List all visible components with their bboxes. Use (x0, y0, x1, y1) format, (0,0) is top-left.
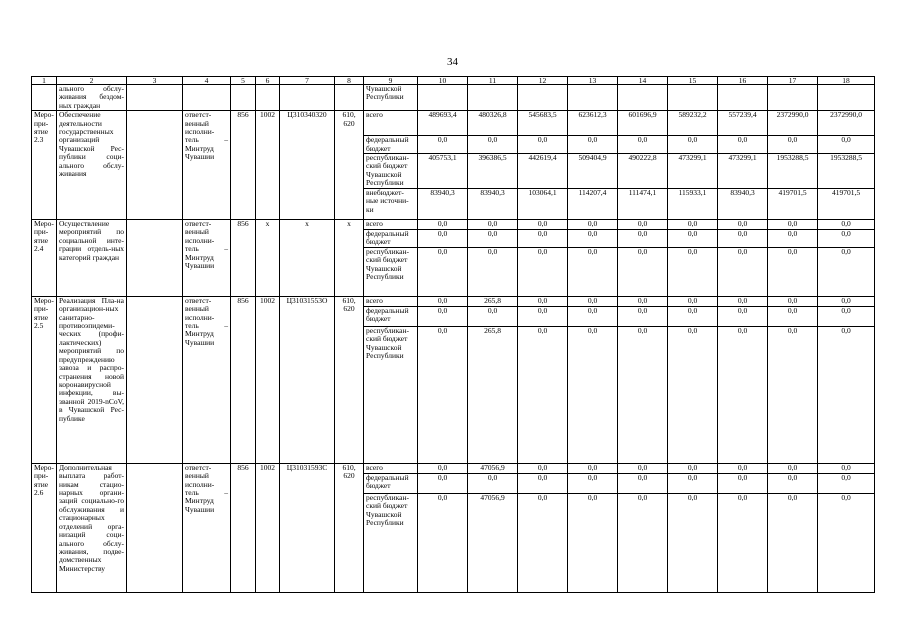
funding-source: всего (364, 296, 418, 306)
amount-value: 0,0 (518, 326, 568, 463)
amount-value: 0,0 (768, 220, 818, 230)
measure-name: Дополнительная выплата работ-никам стацио-нарных органи-заций социально-го обслуживания и стационарных отделений орга-низаций соци-ального обслу-живания, подве-домственных Министерству (57, 463, 127, 592)
code-ministry: 856 (231, 111, 256, 220)
code-section: 1002 (256, 296, 280, 463)
column-number: 17 (768, 77, 818, 85)
amount-value: 0,0 (668, 220, 718, 230)
amount-value: 0,0 (768, 296, 818, 306)
budget-table (31, 76, 875, 593)
amount-value: 0,0 (768, 473, 818, 493)
amount-value: 0,0 (518, 493, 568, 592)
amount-value: 0,0 (818, 306, 875, 326)
amount-value: 0,0 (418, 136, 468, 154)
amount-value: 0,0 (768, 326, 818, 463)
amount-value: 0,0 (418, 493, 468, 592)
amount-value: 0,0 (418, 473, 468, 493)
amount-value: 2372990,0 (818, 111, 875, 136)
column-number: 16 (718, 77, 768, 85)
amount-value: 0,0 (418, 230, 468, 248)
column-number: 4 (183, 77, 231, 85)
continued-funding-source: Чувашской Республики (364, 85, 418, 111)
amount-value: 0,0 (668, 296, 718, 306)
amount-value: 0,0 (518, 230, 568, 248)
amount-value: 0,0 (718, 306, 768, 326)
amount-value: 0,0 (468, 136, 518, 154)
amount-value: 0,0 (718, 296, 768, 306)
column-number: 11 (468, 77, 518, 85)
amount-value: 396386,5 (468, 154, 518, 189)
amount-value: 115933,1 (668, 189, 718, 220)
amount-value: 0,0 (468, 247, 518, 296)
column-number: 2 (57, 77, 127, 85)
code-target-article: Ц310340320 (280, 111, 335, 220)
amount-value: 405753,1 (418, 154, 468, 189)
funding-source: федеральный бюджет (364, 306, 418, 326)
measure-label: Меро-при-ятие 2.6 (32, 463, 57, 592)
amount-value: 0,0 (618, 296, 668, 306)
amount-value: 0,0 (818, 136, 875, 154)
amount-value: 0,0 (668, 247, 718, 296)
amount-value: 0,0 (818, 463, 875, 473)
amount-value: 0,0 (718, 326, 768, 463)
code-target-article: Ц31031593С (280, 463, 335, 592)
amount-value: 557239,4 (718, 111, 768, 136)
column-number: 1 (32, 77, 57, 85)
amount-value: 442619,4 (518, 154, 568, 189)
funding-source: федеральный бюджет (364, 473, 418, 493)
amount-value: 111474,1 (618, 189, 668, 220)
column-number: 14 (618, 77, 668, 85)
executor: ответст-венный исполни-тель – Минтруд Чувашии (183, 463, 231, 592)
code-expense-type: х (335, 220, 364, 297)
amount-value: 0,0 (768, 493, 818, 592)
amount-value: 0,0 (568, 247, 618, 296)
empty-cell (127, 220, 183, 297)
code-ministry: 856 (231, 296, 256, 463)
amount-value: 0,0 (618, 230, 668, 248)
amount-value: 265,8 (468, 296, 518, 306)
amount-value: 490222,8 (618, 154, 668, 189)
amount-value: 0,0 (568, 473, 618, 493)
amount-value: 0,0 (668, 136, 718, 154)
amount-value: 114207,4 (568, 189, 618, 220)
code-expense-type: 610, 620 (335, 463, 364, 592)
amount-value: 0,0 (768, 306, 818, 326)
amount-value: 83940,3 (718, 189, 768, 220)
column-number-row (32, 77, 875, 85)
amount-value: 0,0 (668, 463, 718, 473)
funding-source: федеральный бюджет (364, 136, 418, 154)
amount-value: 0,0 (618, 473, 668, 493)
column-number: 6 (256, 77, 280, 85)
amount-value: 0,0 (568, 306, 618, 326)
table-row (32, 296, 875, 306)
amount-value: 103064,1 (518, 189, 568, 220)
code-section: 1002 (256, 111, 280, 220)
column-number: 12 (518, 77, 568, 85)
column-number: 15 (668, 77, 718, 85)
amount-value: 0,0 (518, 247, 568, 296)
amount-value: 0,0 (668, 230, 718, 248)
amount-value: 480326,8 (468, 111, 518, 136)
amount-value: 0,0 (818, 493, 875, 592)
amount-value: 545683,5 (518, 111, 568, 136)
amount-value: 0,0 (718, 247, 768, 296)
amount-value: 0,0 (568, 326, 618, 463)
amount-value: 0,0 (718, 463, 768, 473)
table-row (32, 463, 875, 473)
amount-value: 47056,9 (468, 493, 518, 592)
amount-value: 0,0 (418, 463, 468, 473)
funding-source: республикан-ский бюджет Чувашской Республики (364, 326, 418, 463)
amount-value: 0,0 (568, 230, 618, 248)
amount-value: 0,0 (568, 220, 618, 230)
column-number: 7 (280, 77, 335, 85)
amount-value: 0,0 (718, 230, 768, 248)
code-target-article: х (280, 220, 335, 297)
amount-value: 0,0 (618, 326, 668, 463)
amount-value: 0,0 (718, 493, 768, 592)
code-ministry: 856 (231, 220, 256, 297)
amount-value: 601696,9 (618, 111, 668, 136)
table-row (32, 220, 875, 230)
amount-value: 0,0 (618, 493, 668, 592)
amount-value: 1953288,5 (818, 154, 875, 189)
amount-value: 0,0 (818, 220, 875, 230)
amount-value: 0,0 (818, 296, 875, 306)
empty-cell (127, 463, 183, 592)
amount-value: 0,0 (468, 306, 518, 326)
column-number: 10 (418, 77, 468, 85)
amount-value: 0,0 (418, 296, 468, 306)
funding-source: внебюджет-ные источни-ки (364, 189, 418, 220)
amount-value: 0,0 (468, 220, 518, 230)
amount-value: 265,8 (468, 326, 518, 463)
code-ministry: 856 (231, 463, 256, 592)
amount-value: 509404,9 (568, 154, 618, 189)
amount-value: 0,0 (818, 247, 875, 296)
amount-value: 0,0 (618, 463, 668, 473)
amount-value: 0,0 (818, 473, 875, 493)
amount-value: 0,0 (468, 473, 518, 493)
funding-source: республикан-ский бюджет Чувашской Республики (364, 247, 418, 296)
funding-source: всего (364, 111, 418, 136)
amount-value: 0,0 (618, 220, 668, 230)
amount-value: 0,0 (668, 306, 718, 326)
empty-cell (127, 111, 183, 220)
amount-value: 0,0 (618, 136, 668, 154)
amount-value: 0,0 (718, 473, 768, 493)
amount-value: 0,0 (618, 306, 668, 326)
amount-value: 0,0 (418, 306, 468, 326)
page-number: 34 (447, 56, 458, 68)
measure-label: Меро-при-ятие 2.5 (32, 296, 57, 463)
amount-value: 0,0 (568, 136, 618, 154)
amount-value: 0,0 (518, 136, 568, 154)
amount-value: 0,0 (568, 296, 618, 306)
column-number: 3 (127, 77, 183, 85)
amount-value: 419701,5 (768, 189, 818, 220)
code-target-article: Ц31031553О (280, 296, 335, 463)
amount-value: 0,0 (668, 326, 718, 463)
measure-label: Меро-при-ятие 2.4 (32, 220, 57, 297)
code-section: х (256, 220, 280, 297)
amount-value: 589232,2 (668, 111, 718, 136)
amount-value: 0,0 (518, 463, 568, 473)
executor: ответст-венный исполни-тель – Минтруд Чувашии (183, 111, 231, 220)
table-row (32, 111, 875, 136)
amount-value: 0,0 (418, 326, 468, 463)
amount-value: 0,0 (768, 463, 818, 473)
executor: ответст-венный исполни-тель – Минтруд Чувашии (183, 220, 231, 297)
amount-value: 0,0 (568, 493, 618, 592)
code-section: 1002 (256, 463, 280, 592)
amount-value: 2372990,0 (768, 111, 818, 136)
measure-name: Реализация Пла-на организацион-ных санитарно-противоэпидеми-ческих (профи-лактических) мероприятий по предупреждению завоза и распро-странения новой коронавирусной инфекции, вы-званной 2019-nCoV, в Чувашской Рес-публике (57, 296, 127, 463)
amount-value: 0,0 (718, 220, 768, 230)
amount-value: 0,0 (518, 306, 568, 326)
amount-value: 0,0 (818, 326, 875, 463)
amount-value: 0,0 (518, 473, 568, 493)
funding-source: республикан-ский бюджет Чувашской Республики (364, 493, 418, 592)
amount-value: 0,0 (618, 247, 668, 296)
amount-value: 0,0 (668, 493, 718, 592)
column-number: 9 (364, 77, 418, 85)
continuation-row (32, 85, 875, 111)
empty-cell (127, 296, 183, 463)
funding-source: федеральный бюджет (364, 230, 418, 248)
code-expense-type: 610, 620 (335, 111, 364, 220)
amount-value: 0,0 (768, 136, 818, 154)
amount-value: 489693,4 (418, 111, 468, 136)
executor: ответст-венный исполни-тель – Минтруд Чувашии (183, 296, 231, 463)
amount-value: 0,0 (518, 296, 568, 306)
amount-value: 0,0 (768, 247, 818, 296)
amount-value: 83940,3 (418, 189, 468, 220)
column-number: 13 (568, 77, 618, 85)
amount-value: 623612,3 (568, 111, 618, 136)
amount-value: 83940,3 (468, 189, 518, 220)
continued-measure-name: ального обслу-живания бездом-ных граждан (57, 85, 127, 111)
code-expense-type: 610, 620 (335, 296, 364, 463)
measure-label: Меро-при-ятие 2.3 (32, 111, 57, 220)
amount-value: 0,0 (468, 230, 518, 248)
funding-source: республикан-ский бюджет Чувашской Республики (364, 154, 418, 189)
column-number: 5 (231, 77, 256, 85)
amount-value: 0,0 (718, 136, 768, 154)
measure-name: Обеспечение деятельности государственных организаций Чувашской Рес-публики соци-ального обслу-живания (57, 111, 127, 220)
amount-value: 419701,5 (818, 189, 875, 220)
amount-value: 0,0 (518, 220, 568, 230)
amount-value: 0,0 (568, 463, 618, 473)
amount-value: 473299,1 (718, 154, 768, 189)
amount-value: 1953288,5 (768, 154, 818, 189)
amount-value: 0,0 (668, 473, 718, 493)
amount-value: 0,0 (818, 230, 875, 248)
amount-value: 473299,1 (668, 154, 718, 189)
amount-value: 0,0 (418, 220, 468, 230)
amount-value: 0,0 (768, 230, 818, 248)
column-number: 8 (335, 77, 364, 85)
amount-value: 0,0 (418, 247, 468, 296)
funding-source: всего (364, 463, 418, 473)
amount-value: 47056,9 (468, 463, 518, 473)
measure-name: Осуществление мероприятий по социальной инте-грации отдель-ных категорий граждан (57, 220, 127, 297)
funding-source: всего (364, 220, 418, 230)
column-number: 18 (818, 77, 875, 85)
